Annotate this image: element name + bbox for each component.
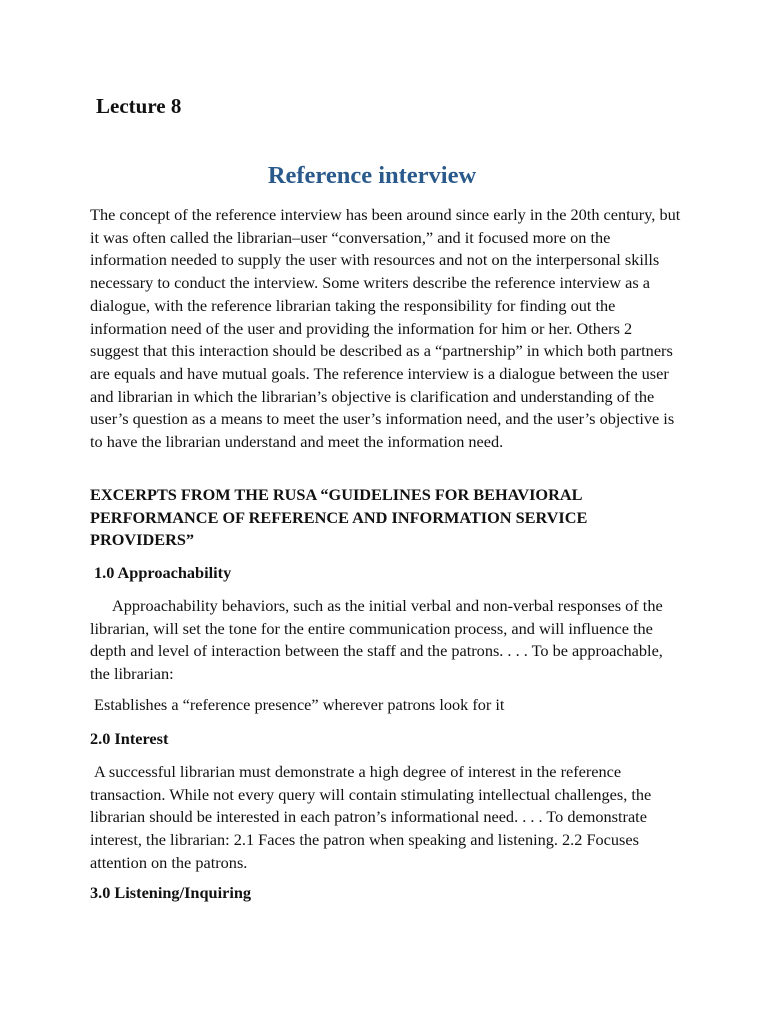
section-1-item: Establishes a “reference presence” wherever patrons look for it (94, 695, 505, 714)
section-3-heading: 3.0 Listening/Inquiring (90, 883, 252, 902)
section-1-paragraph: Approachability behaviors, such as the initial verbal and non-verbal responses of the librarian, will set the tone for the entire communication process, and will influence the depth and level of interaction between the staff and the patrons. . . . To be approachable, the librarian: (90, 596, 663, 684)
document-title: Reference interview (267, 162, 477, 189)
intro-paragraph: The concept of the reference interview has been around since early in the 20th century, but it was often called the librarian–user “conversation,” and it focused more on the information needed to supply the user with resources and not on the interpersonal skills necessary to conduct the interview. Some writers describe the reference interview as a dialogue, with the reference librarian taking the responsibility for finding out the information need of the user and providing the information for him or her. Others 2 suggest that this interaction should be described as a “partnership” in which both partners are equals and have mutual goals. The reference interview is a dialogue between the user and librarian in which the librarian’s objective is clarification and understanding of the user’s question as a means to meet the user’s information need, and the user’s objective is to have the librarian understand and meet the information need. (90, 205, 681, 452)
section-2-paragraph: A successful librarian must demonstrate a high degree of interest in the reference transaction. While not every query will contain stimulating intellectual challenges, the librarian should be interested in each patron’s informational need. . . . To demonstrate interest, the librarian: 2.1 Faces the patron when speaking and listening. 2.2 Focuses attention on the patrons. (90, 762, 652, 872)
lecture-label: Lecture 8 (96, 94, 182, 118)
section-2-heading: 2.0 Interest (90, 729, 169, 748)
section-1-heading: 1.0 Approachability (94, 563, 232, 582)
excerpts-heading: EXCERPTS FROM THE RUSA “GUIDELINES FOR BEHAVIORAL PERFORMANCE OF REFERENCE AND INFORMATION SERVICE PROVIDERS” (90, 485, 588, 549)
